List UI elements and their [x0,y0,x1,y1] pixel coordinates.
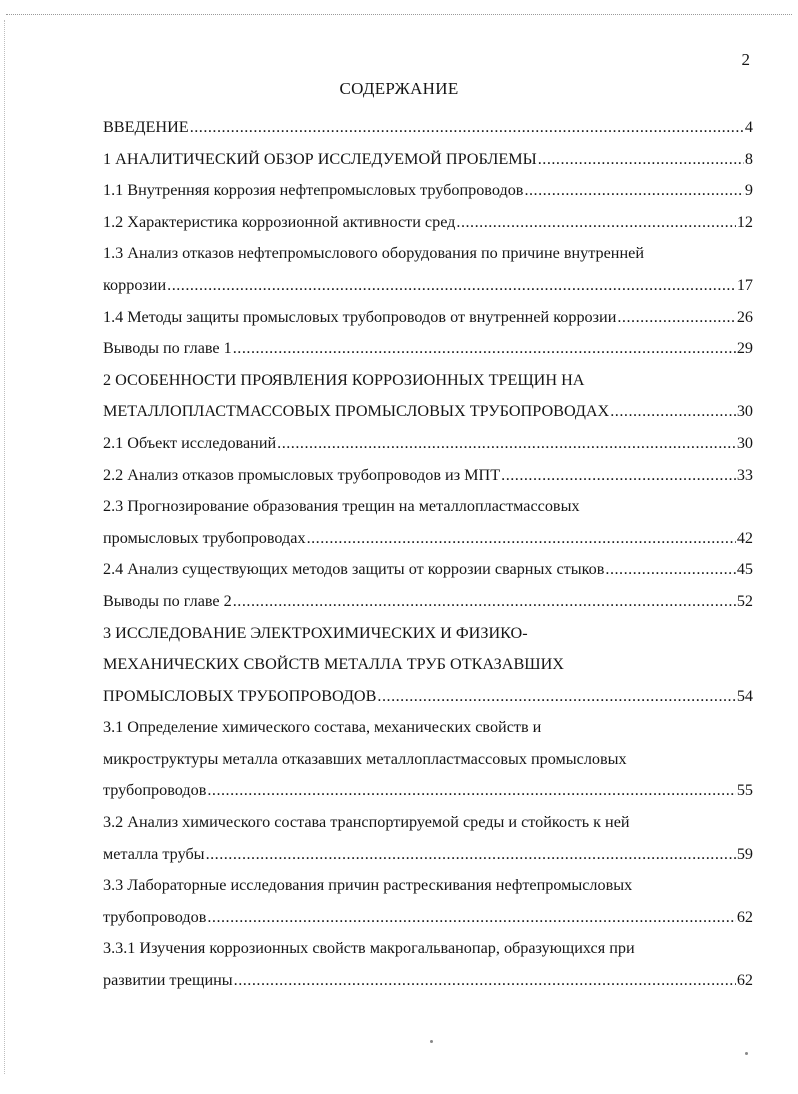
toc-dot-leader [501,460,736,492]
toc-entry-text: 1.1 Внутренняя коррозия нефтепромысловых трубопроводов [103,181,524,200]
toc-dot-leader [190,112,744,144]
toc-dot-leader [233,333,736,365]
toc-entry-line [103,112,753,144]
toc-entry-line [103,618,753,650]
toc-page-number: 45 [736,560,753,579]
toc-page-number: 62 [736,971,753,990]
scan-edge-top [6,14,792,16]
toc-page-number: 42 [736,528,753,547]
toc-page-number: 59 [736,844,753,863]
toc-dot-leader [307,523,736,555]
toc-page-number: 9 [744,181,753,200]
toc-entry [103,365,753,428]
toc-entry-text: 2.1 Объект исследований [103,433,277,452]
toc-dot-leader [456,207,735,239]
toc-entry-line [103,933,753,965]
toc-entry-text: ПРОМЫСЛОВЫХ ТРУБОПРОВОДОВ [103,686,377,705]
toc-dot-leader [233,586,736,618]
toc-page-number: 8 [744,149,753,168]
toc-entry-line [103,649,753,681]
toc-entry-text: 1.4 Методы защиты промысловых трубопроводов от внутренней коррозии [103,307,617,326]
toc-entry-text: 2.3 Прогнозирование образования трещин на металлопластмассовых [103,497,580,516]
toc-page-number: 55 [736,781,753,800]
toc-entry [103,554,753,586]
toc-page-number: 54 [736,686,753,705]
toc-entry-text: Выводы по главе 2 [103,591,232,610]
toc-entry [103,618,753,713]
toc-entry-line [103,807,753,839]
toc-entry [103,870,753,933]
toc-entry-line [103,775,753,807]
toc-entry-line [103,491,753,523]
toc-entry [103,712,753,807]
toc-entry-line [103,207,753,239]
toc-dot-leader [524,175,743,207]
toc-dot-leader [206,839,736,871]
toc-entry-text: 3.1 Определение химического состава, механических свойств и [103,718,542,737]
toc-entry-text: металла трубы [103,844,205,863]
toc-entry-line [103,238,753,270]
toc-page-number: 30 [736,402,753,421]
toc-entry-line [103,428,753,460]
toc-dot-leader [207,775,735,807]
toc-entry [103,586,753,618]
toc-dot-leader [277,428,736,460]
toc-entry [103,491,753,554]
toc-entry-line [103,333,753,365]
toc-entry-line [103,175,753,207]
toc-entry-line [103,586,753,618]
toc-dot-leader [167,270,736,302]
toc-entry-text: 3.3 Лабораторные исследования причин растрескивания нефтепромысловых [103,876,633,895]
toc-entry-line [103,902,753,934]
toc-entry [103,144,753,176]
toc-dot-leader [234,965,736,997]
toc-entry-text: МЕХАНИЧЕСКИХ СВОЙСТВ МЕТАЛЛА ТРУБ ОТКАЗАВШИХ [103,655,564,674]
toc-dot-leader [617,302,735,334]
toc-entry-text: ВВЕДЕНИЕ [103,118,189,136]
toc-page-number: 4 [744,118,753,136]
toc-entry-line [103,712,753,744]
toc-entry [103,175,753,207]
toc-entry [103,238,753,301]
toc-entry-text: 3.3.1 Изучения коррозионных свойств макрогальванопар, образующихся при [103,939,635,958]
toc-entry [103,207,753,239]
toc-page-number: 26 [736,307,753,326]
toc-entry-text: 1 АНАЛИТИЧЕСКИЙ ОБЗОР ИССЛЕДУЕМОЙ ПРОБЛЕМЫ [103,149,537,168]
toc-entry [103,333,753,365]
toc-entry-text: МЕТАЛЛОПЛАСТМАССОВЫХ ПРОМЫСЛОВЫХ ТРУБОПРОВОДАХ [103,402,610,421]
toc-entry-text: 1.2 Характеристика коррозионной активности сред [103,212,456,231]
toc-entry-text: 2.2 Анализ отказов промысловых трубопроводов из МПТ [103,465,501,484]
toc-page-number: 52 [736,591,753,610]
toc-entry [103,460,753,492]
toc-entry-line [103,460,753,492]
toc-page-number: 30 [736,433,753,452]
toc-entry-text: 2 ОСОБЕННОСТИ ПРОЯВЛЕНИЯ КОРРОЗИОННЫХ ТРЕЩИН НА [103,370,585,389]
toc-entry-text: трубопроводов [103,907,207,926]
toc-title: СОДЕРЖАНИЕ [339,79,459,98]
toc-page-number: 62 [736,907,753,926]
toc-entry-text: трубопроводов [103,781,207,800]
toc-entry-text: 2.4 Анализ существующих методов защиты от коррозии сварных стыков [103,560,605,579]
toc-entry-text: микроструктуры металла отказавших металлопластмассовых промысловых [103,749,627,768]
toc-entry-text: 3 ИССЛЕДОВАНИЕ ЭЛЕКТРОХИМИЧЕСКИХ И ФИЗИКО- [103,623,528,642]
toc-dot-leader [610,396,736,428]
toc-entry [103,933,753,996]
toc-page-number: 12 [736,212,753,231]
toc-entry-line [103,965,753,997]
scan-speck [430,1040,433,1043]
toc-entry-text: промысловых трубопроводах [103,528,306,547]
toc-entry-text: 3.2 Анализ химического состава транспортируемой среды и стойкость к ней [103,813,630,832]
toc-entry-line [103,744,753,776]
toc-entry-text: развитии трещины [103,971,233,990]
toc-entry-line [103,302,753,334]
toc-entry [103,428,753,460]
toc-entry-line [103,523,753,555]
toc-entry-line [103,681,753,713]
scan-edge-left [4,20,6,1074]
toc-page-number: 29 [736,339,753,358]
toc-entry-text: коррозии [103,275,167,294]
page-number: 2 [741,50,750,69]
toc-page-number: 33 [736,465,753,484]
toc-entry-line [103,365,753,397]
toc-entry-line [103,396,753,428]
toc-dot-leader [605,554,735,586]
toc-entry [103,302,753,334]
toc-entry-text: Выводы по главе 1 [103,339,232,358]
toc-dot-leader [377,681,735,713]
toc-entry-line [103,144,753,176]
toc-entry-line [103,870,753,902]
toc-entry-line [103,554,753,586]
toc-entry-line [103,270,753,302]
toc-dot-leader [538,144,744,176]
toc-entry-line [103,839,753,871]
scan-speck [745,1052,748,1055]
table-of-contents [103,112,753,997]
toc-page-number: 17 [736,275,753,294]
toc-entry [103,112,753,144]
toc-entry [103,807,753,870]
toc-dot-leader [207,902,735,934]
toc-entry-text: 1.3 Анализ отказов нефтепромыслового оборудования по причине внутренней [103,244,644,263]
